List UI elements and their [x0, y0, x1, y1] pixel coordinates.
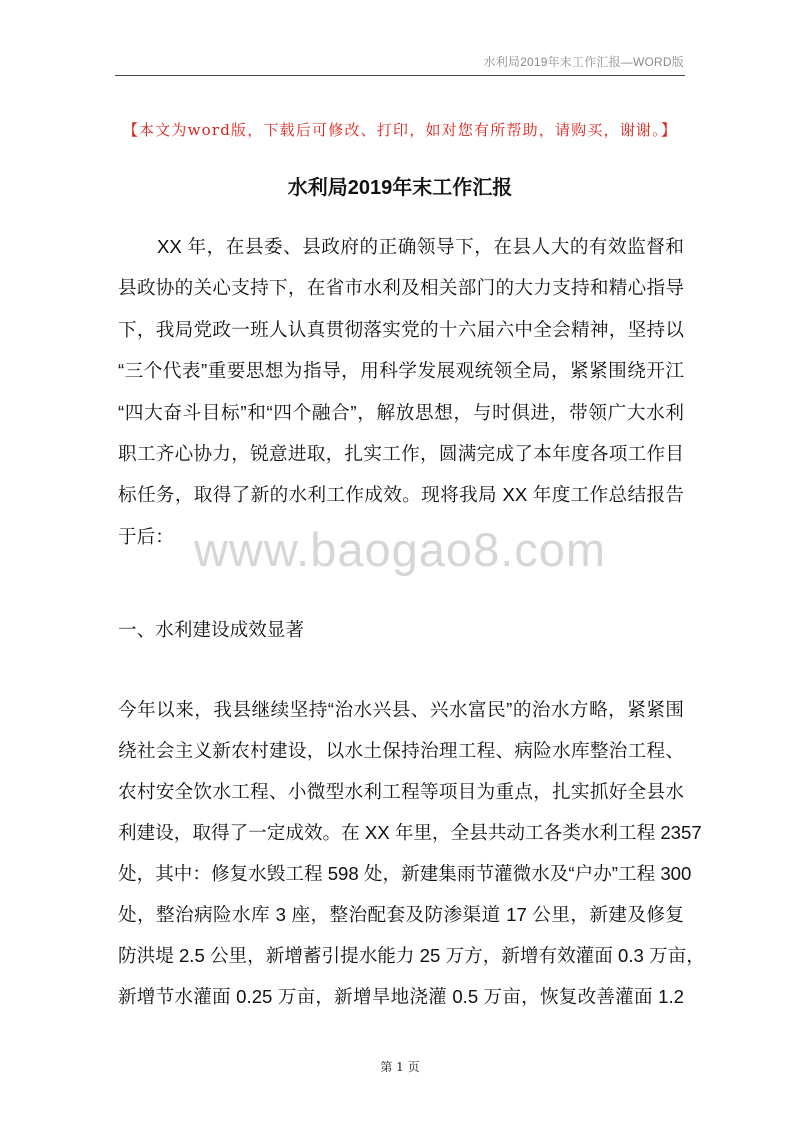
paragraph-line: 职工齐心协力，锐意进取，扎实工作，圆满完成了本年度各项工作目 — [118, 442, 684, 464]
paragraph-line: 新增节水灌面 0.25 万亩，新增旱地浇灌 0.5 万亩，恢复改善灌面 1.2 — [118, 986, 684, 1007]
paragraph-line: 农村安全饮水工程、小微型水利工程等项目为重点，扎实抓好全县水 — [118, 781, 684, 802]
paragraph-line: “三个代表”重要思想为指导，用科学发展观统领全局，紧紧围绕开江 — [118, 360, 684, 382]
paragraph-line: 利建设，取得了一定成效。在 XX 年里，全县共动工各类水利工程 2357 — [118, 822, 702, 843]
paragraph-line: 今年以来，我县继续坚持“治水兴县、兴水富民”的治水方略，紧紧围 — [118, 699, 684, 720]
section-paragraph — [118, 689, 705, 1017]
paragraph-line: “四大奋斗目标”和“四个融合”，解放思想，与时俱进，带领广大水利 — [118, 401, 684, 423]
running-header: 水利局2019年末工作汇报—WORD版 — [483, 55, 684, 69]
paragraph-line: 处，其中：修复水毁工程 598 处，新建集雨节灌微水及“户办”工程 300 — [118, 863, 692, 884]
paragraph-line: XX 年，在县委、县政府的正确领导下，在县人大的有效监督和 — [157, 236, 684, 257]
paragraph-line: 下，我局党政一班人认真贯彻落实党的十六届六中全会精神，坚持以 — [118, 318, 684, 340]
header-divider — [115, 75, 685, 76]
paragraph-line: 防洪堤 2.5 公里，新增蓄引提水能力 25 万方，新增有效灌面 0.3 万亩， — [118, 945, 705, 966]
paragraph-line: 于后： — [118, 525, 174, 547]
intro-paragraph — [118, 226, 684, 557]
paragraph-line: 绕社会主义新农村建设，以水土保持治理工程、病险水库整治工程、 — [118, 740, 684, 761]
paragraph-line: 县政协的关心支持下，在省市水利及相关部门的大力支持和精心指导 — [118, 277, 684, 299]
watermark: www.baogao8.com — [193, 523, 607, 576]
section-heading: 一、水利建设成效显著 — [118, 619, 304, 640]
paragraph-line: 处，整治病险水库 3 座，整治配套及防渗渠道 17 公里，新建及修复 — [118, 904, 684, 925]
document-title: 水利局2019年末工作汇报 — [287, 177, 513, 199]
paragraph-line: 标任务，取得了新的水利工作成效。现将我局 XX 年度工作总结报告 — [118, 484, 684, 506]
page-number: 第 1 页 — [380, 1060, 420, 1074]
purchase-notice: 【本文为word版，下载后可修改、打印，如对您有所帮助，请购买，谢谢。】 — [122, 121, 678, 139]
